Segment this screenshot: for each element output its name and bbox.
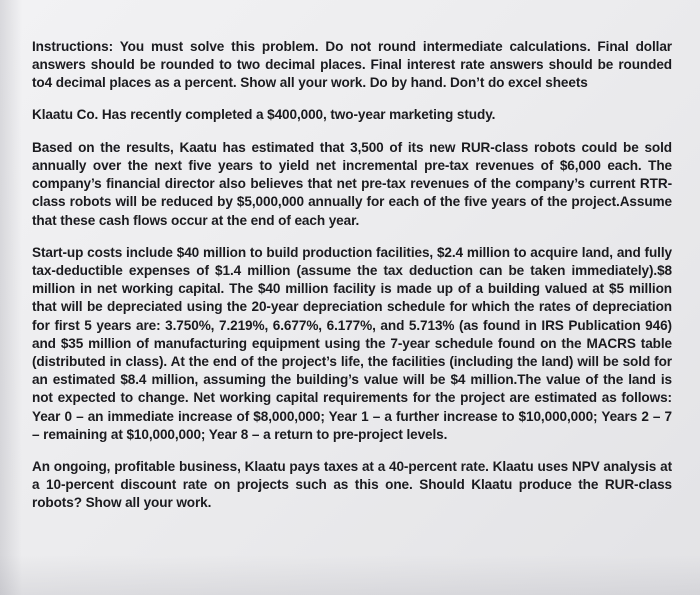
startup-costs-paragraph: Start-up costs include $40 million to build production facilities, $2.4 million to acquire land, and fully tax-deductible expenses of $1.4 million (assume the tax deduction can be taken immediately).$8 million in net working capital. The $40 million facility is made up of a building valued at $5 million that will be depreciated using the 20-year depreciation schedule for which the rates of depreciation for first 5 years are: 3.750%, 7.219%, 6.677%, 6.177%, and 5.713% (as found in IRS Publication 946) and $35 million of manufacturing equipment using the 7-year schedule found on the MACRS table (distributed in class). At the end of the project’s life, the facilities (including the land) will be sold for an estimated $8.4 million, assuming the building’s value will be $4 million.The value of the land is not expected to change. Net working capital requirements for the project are estimated as follows: Year 0 – an immediate increase of $8,000,000; Year 1 – a further increase to $10,000,000; Years 2 – 7 – remaining at $10,000,000; Year 8 – a return to pre-project levels. <box>32 244 672 442</box>
page-shadow-bottom <box>0 555 700 595</box>
page-shadow-left <box>0 0 22 595</box>
instructions-paragraph: Instructions: You must solve this problem. Do not round intermediate calculations. Final dollar answers should be rounded to two decimal places. Final interest rate answers should be rounded to4 decimal places as a percent. Show all your work. Do by hand. Don’t do excel sheets <box>32 39 672 91</box>
results-paragraph: Based on the results, Kaatu has estimated that 3,500 of its new RUR-class robots could be sold annually over the next five years to yield net incremental pre-tax revenues of $6,000 each. The company’s financial director also believes that net pre-tax revenues of the company’s current RTR-class robots will be reduced by $5,000,000 annually for each of the five years of the project.Assume that these cash flows occur at the end of each year. <box>32 139 672 228</box>
problem-text <box>32 38 672 513</box>
question-paragraph: An ongoing, profitable business, Klaatu pays taxes at a 40-percent rate. Klaatu uses NPV analysis at a 10-percent discount rate on projects such as this one. Should Klaatu produce the RUR-class robots? Show all your work. <box>32 459 672 511</box>
intro-paragraph: Klaatu Co. Has recently completed a $400,000, two-year marketing study. <box>32 106 496 122</box>
